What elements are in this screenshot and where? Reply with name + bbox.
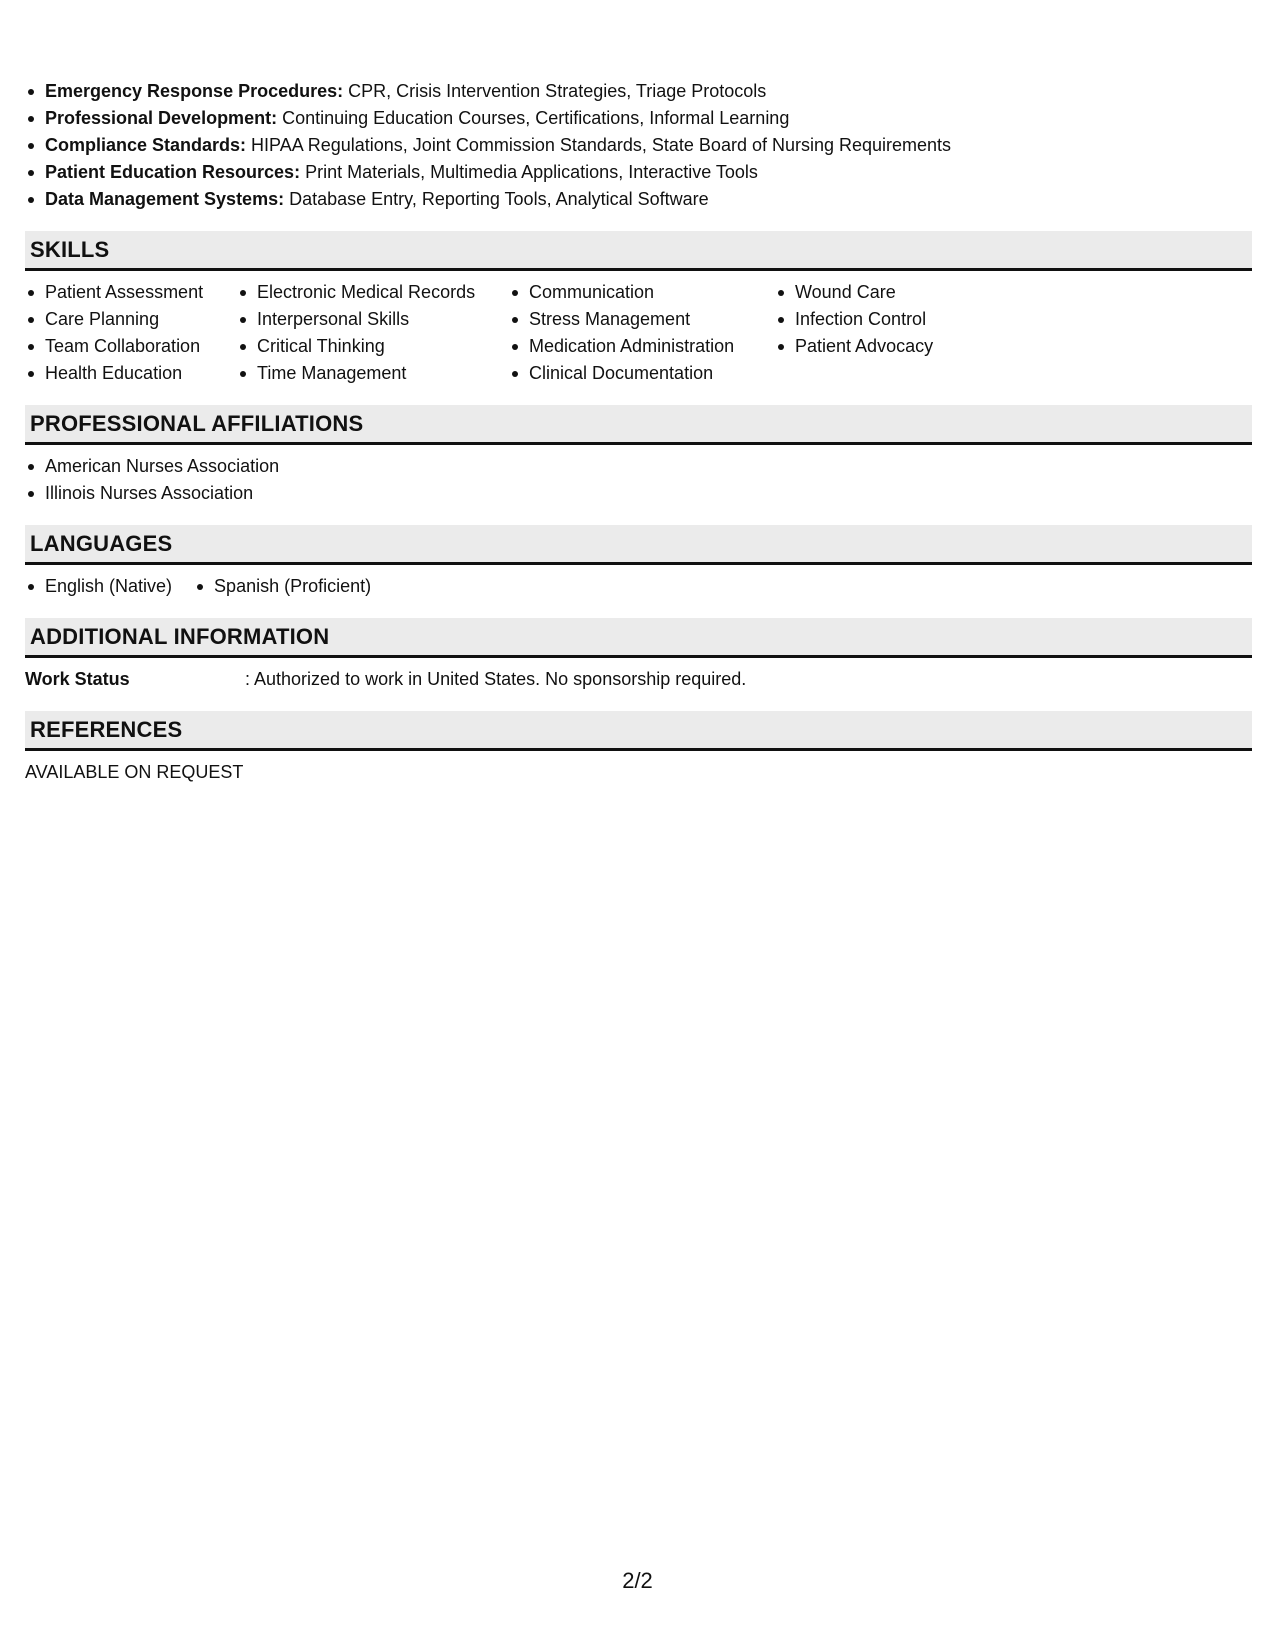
list-item [25,159,1252,186]
references-text: AVAILABLE ON REQUEST [25,762,244,782]
languages-section [25,525,1252,600]
skill-item: Critical Thinking [237,333,509,360]
skills-section [25,231,1252,387]
page-number: 2/2 [622,1568,653,1593]
work-status-label: Work Status [25,669,130,689]
section-header-affiliations: PROFESSIONAL AFFILIATIONS [25,405,1252,445]
skill-item: Patient Advocacy [775,333,1025,360]
bullet-label: Data Management Systems: [45,189,285,209]
skills-column [775,279,1025,360]
skills-column [25,279,237,387]
affiliations-section [25,405,1252,507]
list-item [25,186,1252,213]
skills-column [509,279,775,387]
list-item [25,132,1252,159]
skill-item: Stress Management [509,306,775,333]
tools-bullet-list [25,78,1252,213]
resume-page [25,78,1252,786]
affiliation-item: Illinois Nurses Association [25,480,1252,507]
section-header-languages: LANGUAGES [25,525,1252,565]
bullet-label: Compliance Standards: [45,135,247,155]
section-header-skills: SKILLS [25,231,1252,271]
bullet-text: Print Materials, Multimedia Applications, Interactive Tools [300,162,758,182]
skill-item: Infection Control [775,306,1025,333]
bullet-text: HIPAA Regulations, Joint Commission Standards, State Board of Nursing Requirements [246,135,952,155]
work-status-value: : Authorized to work in United States. No sponsorship required. [245,669,747,689]
skills-column [237,279,509,387]
section-header-additional-info: ADDITIONAL INFORMATION [25,618,1252,658]
list-item [25,105,1252,132]
bullet-label: Professional Development: [45,108,278,128]
affiliations-list [25,453,1252,507]
work-status-row [25,666,1252,693]
languages-list [25,573,1252,600]
section-header-references: REFERENCES [25,711,1252,751]
list-item [25,78,1252,105]
skill-item: Care Planning [25,306,237,333]
skill-item: Communication [509,279,775,306]
bullet-text: Continuing Education Courses, Certifications, Informal Learning [277,108,790,128]
bullet-text: CPR, Crisis Intervention Strategies, Triage Protocols [343,81,767,101]
affiliation-item: American Nurses Association [25,453,1252,480]
skill-item: Medication Administration [509,333,775,360]
skill-item: Electronic Medical Records [237,279,509,306]
language-item: English (Native) [25,573,172,600]
skill-item: Time Management [237,360,509,387]
skill-item: Health Education [25,360,237,387]
skill-item: Clinical Documentation [509,360,775,387]
bullet-label: Patient Education Resources: [45,162,301,182]
skill-item: Interpersonal Skills [237,306,509,333]
skill-item: Patient Assessment [25,279,237,306]
skill-item: Wound Care [775,279,1025,306]
language-item: Spanish (Proficient) [194,573,371,600]
skills-grid [25,279,1252,387]
bullet-text: Database Entry, Reporting Tools, Analytical Software [284,189,709,209]
additional-info-section [25,618,1252,693]
references-section [25,711,1252,786]
skill-item: Team Collaboration [25,333,237,360]
bullet-label: Emergency Response Procedures: [45,81,344,101]
